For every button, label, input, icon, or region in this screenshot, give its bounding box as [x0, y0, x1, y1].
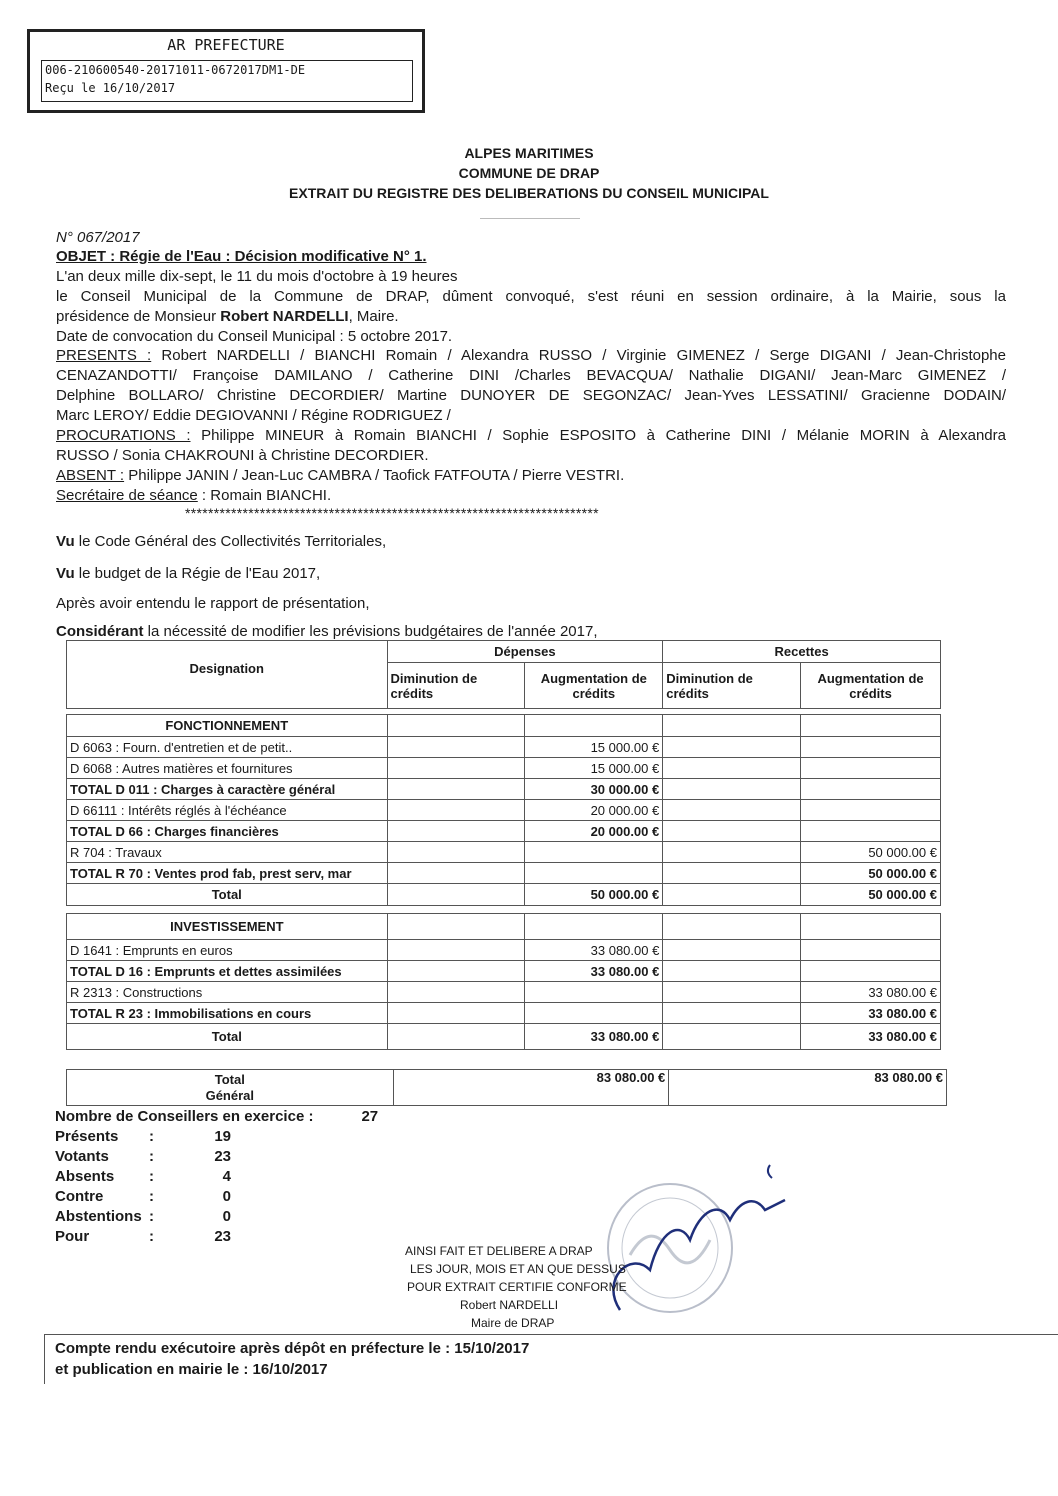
table-row [67, 940, 941, 961]
footer-prefecture: Compte rendu exécutoire après dépôt en préfecture le : 15/10/2017 [55, 1340, 530, 1357]
table-row [67, 842, 941, 863]
separator-stars: ************************************************************************ [185, 505, 599, 521]
vu-code-text: le Code Général des Collectivités Territoriales, [74, 533, 387, 550]
empty-cell [387, 914, 525, 940]
general-label-total: Total [214, 1071, 245, 1087]
vote-stat-colon: : [149, 1208, 154, 1225]
secretaire-label: Secrétaire de séance [56, 487, 198, 504]
row-dep-augmentation [525, 842, 663, 863]
row-rec-diminution [663, 737, 801, 758]
table-row [67, 961, 941, 982]
presents-line-2: CENAZANDOTTI/ Françoise DAMILANO / Catherine DINI /Charles BEVACQUA/ Nathalie DIGANI/ Jean-Marc GIMENEZ / [56, 367, 1006, 384]
signature-mayor-title: Maire de DRAP [471, 1316, 555, 1330]
row-dep-augmentation [525, 982, 663, 1003]
row-label: TOTAL R 70 : Ventes prod fab, prest serv, mar [67, 863, 388, 884]
apres-rapport: Après avoir entendu le rapport de présentation, [56, 595, 370, 612]
stamp-received: Reçu le 16/10/2017 [45, 81, 176, 95]
vote-stat-value: 0 [222, 1188, 231, 1205]
vu-code-label: Vu [56, 533, 75, 550]
vote-stat-label: Votants [55, 1148, 109, 1165]
row-rec-augmentation [801, 961, 941, 982]
header-department: ALPES MARITIMES [464, 145, 594, 161]
row-dep-diminution [387, 737, 525, 758]
row-label: TOTAL D 011 : Charges à caractère général [67, 779, 388, 800]
deliberation-presidence [56, 308, 399, 325]
prefecture-stamp [27, 29, 425, 113]
investissement-total-depenses: 33 080.00 € [525, 1024, 663, 1050]
row-dep-diminution [387, 961, 525, 982]
col-recettes: Recettes [663, 641, 941, 663]
vote-stat-value: 0 [222, 1208, 231, 1225]
stamp-title: AR PREFECTURE [167, 36, 285, 54]
row-label: D 6063 : Fourn. d'entretien et de petit.. [67, 737, 388, 758]
col-rec-diminution: Diminution de crédits [663, 663, 801, 709]
procurations-label: PROCURATIONS : [56, 427, 191, 444]
row-dep-diminution [387, 1003, 525, 1024]
procurations-text-1: Philippe MINEUR à Romain BIANCHI / Sophie ESPOSITO à Catherine DINI / Mélanie MORIN à Alexandra [190, 427, 1006, 444]
general-label-general: Général [205, 1087, 255, 1103]
row-label: D 66111 : Intérêts réglés à l'échéance [67, 800, 388, 821]
row-rec-augmentation [801, 779, 941, 800]
vote-stat-colon: : [149, 1168, 154, 1185]
absent-line [56, 467, 624, 484]
general-total-recettes: 83 080.00 € [669, 1070, 947, 1106]
row-rec-diminution [663, 800, 801, 821]
row-dep-augmentation: 15 000.00 € [525, 737, 663, 758]
vote-stat-row [55, 1228, 255, 1248]
col-designation: Designation [67, 641, 388, 709]
table-row [67, 758, 941, 779]
row-rec-diminution [663, 961, 801, 982]
presents-line-4: Marc LEROY/ Eddie DEGIOVANNI / Régine RODRIGUEZ / [56, 407, 451, 424]
table-row [67, 982, 941, 1003]
presents-line-3: Delphine BOLLARO/ Christine DECORDIER/ Martine DUNOYER DE SEGONZAC/ Jean-Yves LESSATINI/ Gracienne DODAIN/ [56, 387, 1006, 404]
section-investissement: INVESTISSEMENT [67, 914, 388, 940]
procurations-line-2: RUSSO / Sonia CHAKROUNI à Christine DECORDIER. [56, 447, 429, 464]
row-dep-diminution [387, 758, 525, 779]
row-dep-diminution [387, 800, 525, 821]
signature-line-3: POUR EXTRAIT CERTIFIE CONFORME [407, 1280, 627, 1294]
col-depenses: Dépenses [387, 641, 663, 663]
conseillers-label: Nombre de Conseillers en exercice : [55, 1108, 314, 1125]
vote-stat-value: 19 [214, 1128, 231, 1145]
vu-budget-text: le budget de la Régie de l'Eau 2017, [74, 565, 321, 582]
vote-stat-label: Contre [55, 1188, 104, 1205]
vu-budget [56, 565, 320, 582]
col-dep-augmentation: Augmentation de crédits [525, 663, 663, 709]
vote-stat-row [55, 1128, 255, 1148]
investissement-total-recettes: 33 080.00 € [801, 1024, 941, 1050]
section-fonctionnement: FONCTIONNEMENT [67, 715, 388, 737]
fonctionnement-total-depenses: 50 000.00 € [525, 884, 663, 906]
vote-stat-value: 4 [222, 1168, 231, 1185]
table-row [67, 779, 941, 800]
empty-cell [525, 715, 663, 737]
row-rec-augmentation: 33 080.00 € [801, 982, 941, 1003]
vote-stat-colon: : [149, 1188, 154, 1205]
signature-line-1: AINSI FAIT ET DELIBERE A DRAP [405, 1244, 593, 1258]
empty-cell [387, 715, 525, 737]
table-row [67, 737, 941, 758]
row-dep-augmentation: 15 000.00 € [525, 758, 663, 779]
row-dep-diminution [387, 982, 525, 1003]
row-rec-diminution [663, 940, 801, 961]
investissement-total-label: Total [67, 1024, 388, 1050]
vote-stat-colon: : [149, 1128, 154, 1145]
vote-stats [55, 1128, 255, 1248]
header-commune: COMMUNE DE DRAP [458, 165, 600, 181]
conseillers-line [55, 1108, 378, 1125]
row-rec-augmentation [801, 821, 941, 842]
investissement-rows [67, 940, 941, 1024]
row-label: TOTAL R 23 : Immobilisations en cours [67, 1003, 388, 1024]
vote-stat-label: Présents [55, 1128, 119, 1145]
presidence-text: présidence de Monsieur [56, 308, 221, 325]
general-total-depenses: 83 080.00 € [393, 1070, 669, 1106]
vote-stat-label: Abstentions [55, 1208, 142, 1225]
table-row [67, 1003, 941, 1024]
table-row [67, 800, 941, 821]
row-rec-augmentation: 50 000.00 € [801, 842, 941, 863]
row-dep-augmentation [525, 863, 663, 884]
empty-cell [663, 1024, 801, 1050]
table-row [67, 863, 941, 884]
mairie-seal-and-signature [560, 1160, 810, 1335]
row-label: D 1641 : Emprunts en euros [67, 940, 388, 961]
row-label: TOTAL D 66 : Charges financières [67, 821, 388, 842]
fonctionnement-total-recettes: 50 000.00 € [801, 884, 941, 906]
col-rec-augmentation: Augmentation de crédits [801, 663, 941, 709]
vote-stat-value: 23 [214, 1228, 231, 1245]
row-rec-diminution [663, 821, 801, 842]
budget-table-investissement [66, 913, 941, 1050]
row-rec-augmentation: 33 080.00 € [801, 1003, 941, 1024]
vote-stat-row [55, 1168, 255, 1188]
vote-stat-label: Pour [55, 1228, 90, 1245]
footer-executoire [44, 1334, 1058, 1384]
stamp-reference-box [41, 60, 413, 102]
row-rec-augmentation [801, 737, 941, 758]
vu-code [56, 533, 386, 550]
deliberation-convocation: Date de convocation du Conseil Municipal : 5 octobre 2017. [56, 328, 453, 345]
empty-cell [663, 715, 801, 737]
row-dep-diminution [387, 821, 525, 842]
row-rec-diminution [663, 842, 801, 863]
considerant-text: la nécessité de modifier les prévisions budgétaires de l'année 2017, [143, 623, 598, 640]
fonctionnement-total-label: Total [67, 884, 388, 906]
signature-mayor-name: Robert NARDELLI [460, 1298, 559, 1312]
empty-cell [525, 914, 663, 940]
fonctionnement-rows [67, 737, 941, 884]
secretaire-line [56, 487, 331, 504]
row-dep-augmentation [525, 1003, 663, 1024]
row-rec-augmentation [801, 800, 941, 821]
presents-line-1 [56, 347, 1006, 364]
empty-cell [663, 884, 801, 906]
procurations-line-1 [56, 427, 1006, 444]
row-dep-diminution [387, 842, 525, 863]
empty-cell [663, 914, 801, 940]
presents-label: PRESENTS : [56, 347, 152, 364]
row-dep-augmentation: 30 000.00 € [525, 779, 663, 800]
vote-stat-row [55, 1148, 255, 1168]
row-dep-diminution [387, 940, 525, 961]
row-label: D 6068 : Autres matières et fournitures [67, 758, 388, 779]
conseillers-value: 27 [361, 1108, 379, 1125]
stamp-reference: 006-210600540-20171011-0672017DM1-DE [45, 63, 306, 77]
row-rec-diminution [663, 758, 801, 779]
row-dep-augmentation: 20 000.00 € [525, 821, 663, 842]
row-label: R 2313 : Constructions [67, 982, 388, 1003]
row-rec-diminution [663, 779, 801, 800]
signature-line-2: LES JOUR, MOIS ET AN QUE DESSUS [410, 1262, 626, 1276]
deliberation-date: L'an deux mille dix-sept, le 11 du mois d'octobre à 19 heures [56, 268, 458, 285]
row-label: R 704 : Travaux [67, 842, 388, 863]
row-label: TOTAL D 16 : Emprunts et dettes assimilées [67, 961, 388, 982]
row-rec-diminution [663, 982, 801, 1003]
col-dep-diminution: Diminution de crédits [387, 663, 525, 709]
general-total-label [67, 1070, 394, 1106]
vote-stat-row [55, 1208, 255, 1228]
secretaire-text: : Romain BIANCHI. [197, 487, 332, 504]
considerant [56, 623, 598, 640]
vote-stat-label: Absents [55, 1168, 115, 1185]
row-dep-diminution [387, 863, 525, 884]
presidence-suffix: , Maire. [348, 308, 399, 325]
vu-budget-label: Vu [56, 565, 75, 582]
vote-stat-row [55, 1188, 255, 1208]
considerant-label: Considérant [56, 623, 144, 640]
row-dep-augmentation: 33 080.00 € [525, 961, 663, 982]
empty-cell [387, 1024, 525, 1050]
empty-cell [801, 914, 941, 940]
row-rec-augmentation [801, 940, 941, 961]
president-name: Robert NARDELLI [220, 308, 349, 325]
row-rec-diminution [663, 1003, 801, 1024]
empty-cell [801, 715, 941, 737]
header-divider [480, 218, 580, 219]
footer-publication: et publication en mairie le : 16/10/2017 [55, 1361, 328, 1378]
row-rec-augmentation [801, 758, 941, 779]
row-dep-diminution [387, 779, 525, 800]
vote-stat-value: 23 [214, 1148, 231, 1165]
row-rec-augmentation: 50 000.00 € [801, 863, 941, 884]
deliberation-objet: OBJET : Régie de l'Eau : Décision modificative N° 1. [56, 248, 427, 265]
table-row [67, 821, 941, 842]
deliberation-number: N° 067/2017 [56, 229, 140, 246]
row-dep-augmentation: 33 080.00 € [525, 940, 663, 961]
presents-text-1: Robert NARDELLI / BIANCHI Romain / Alexandra RUSSO / Virginie GIMENEZ / Serge DIGANI / Jean-Christophe [151, 347, 1006, 364]
budget-table-fonctionnement [66, 640, 941, 906]
absent-label: ABSENT : [56, 467, 125, 484]
absent-text: Philippe JANIN / Jean-Luc CAMBRA / Taofick FATFOUTA / Pierre VESTRI. [124, 467, 625, 484]
deliberation-council: le Conseil Municipal de la Commune de DRAP, dûment convoqué, s'est réuni en session ordinaire, à la Mairie, sous la [56, 288, 1006, 305]
vote-stat-colon: : [149, 1148, 154, 1165]
row-rec-diminution [663, 863, 801, 884]
header-register: EXTRAIT DU REGISTRE DES DELIBERATIONS DU CONSEIL MUNICIPAL [289, 185, 769, 201]
vote-stat-colon: : [149, 1228, 154, 1245]
empty-cell [387, 884, 525, 906]
row-dep-augmentation: 20 000.00 € [525, 800, 663, 821]
budget-table-general [66, 1069, 947, 1106]
